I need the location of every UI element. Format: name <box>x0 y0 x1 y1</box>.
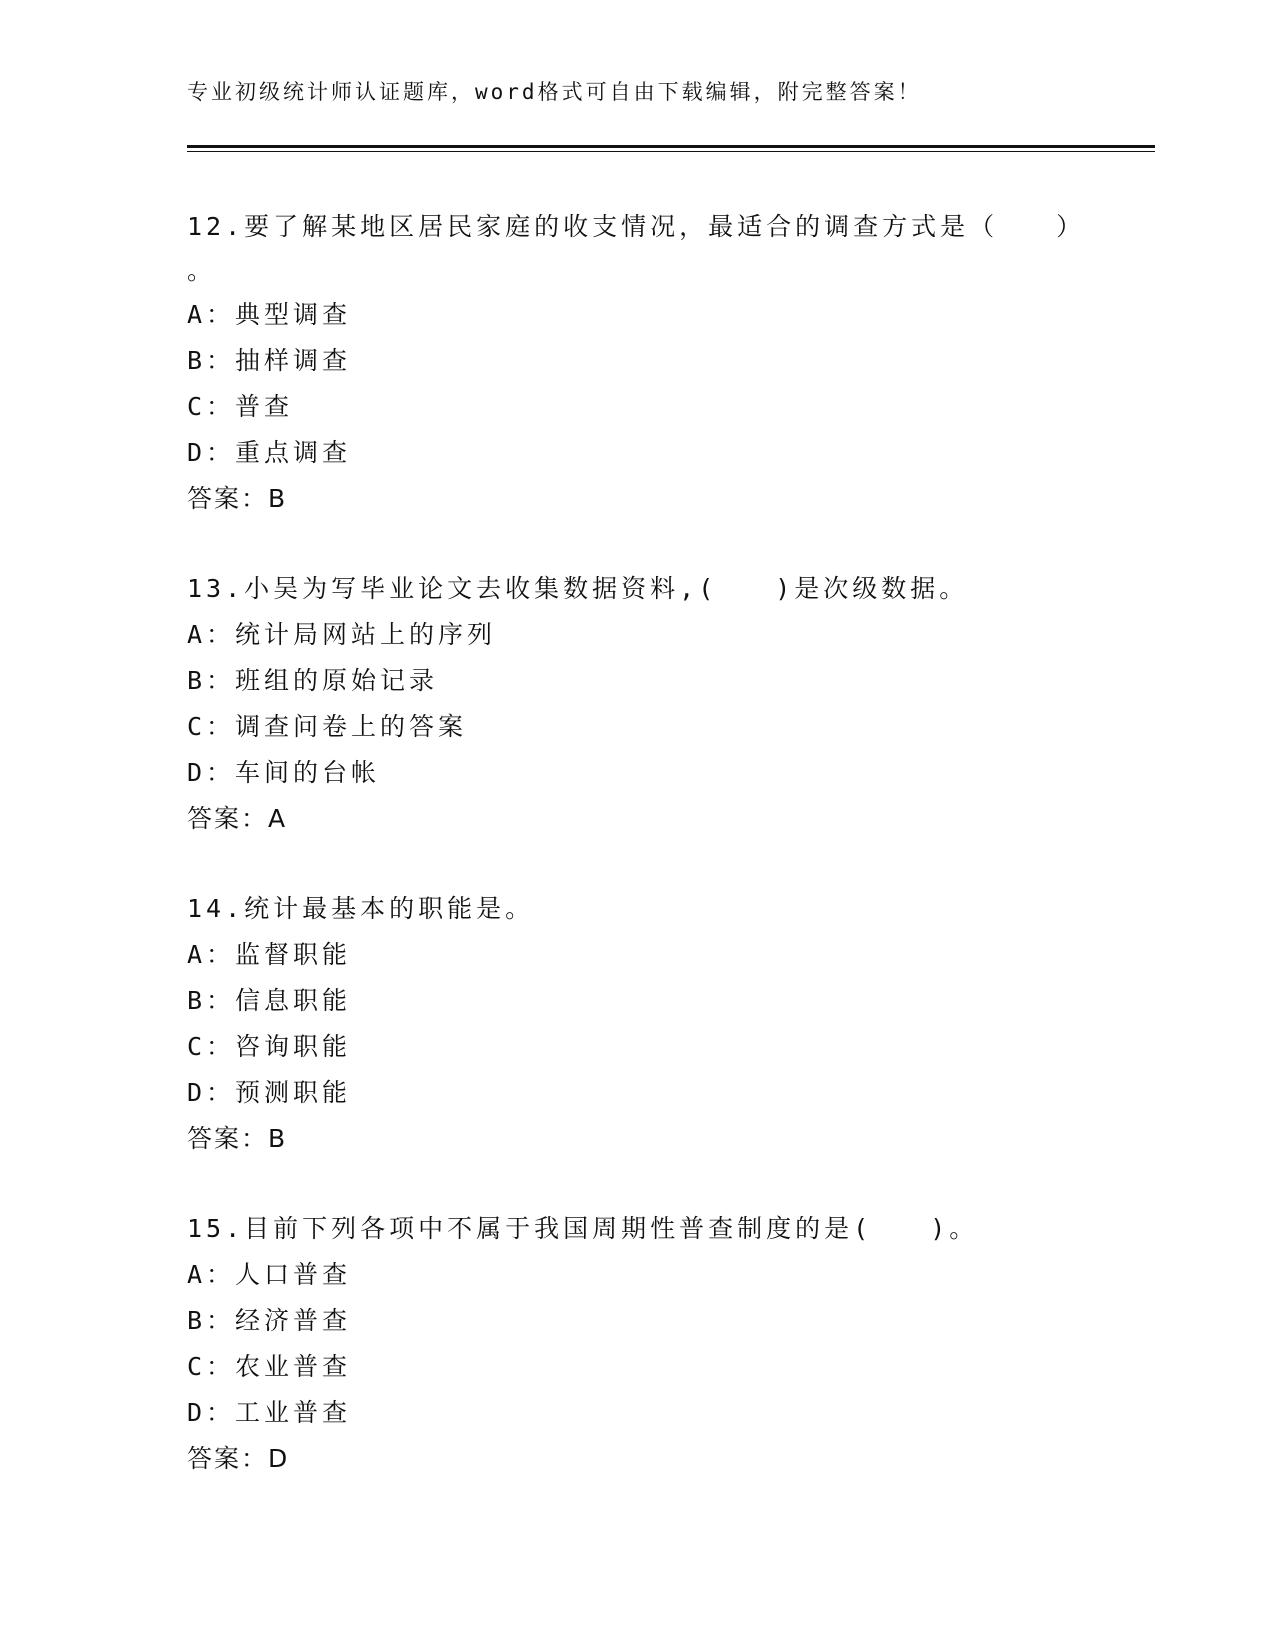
answer: 答案：B <box>187 1124 288 1153</box>
option-c: C：农业普查 <box>187 1352 352 1381</box>
header-rule-thick <box>187 145 1155 148</box>
question-12 <box>187 204 1147 522</box>
question-stem: 14.统计最基本的职能是。 <box>187 894 535 923</box>
question-list <box>187 204 1147 1526</box>
question-stem: 15.目前下列各项中不属于我国周期性普查制度的是( )。 <box>187 1214 979 1243</box>
document-header: 专业初级统计师认证题库，word格式可自由下载编辑，附完整答案！ <box>187 80 922 104</box>
option-d: D：预测职能 <box>187 1078 352 1107</box>
question-14 <box>187 886 1147 1162</box>
option-b: B：班组的原始记录 <box>187 666 439 695</box>
option-c: C：咨询职能 <box>187 1032 352 1061</box>
option-a: A：监督职能 <box>187 940 352 969</box>
header-rule-thin <box>187 151 1155 152</box>
answer: 答案：B <box>187 484 288 513</box>
option-c: C：调查问卷上的答案 <box>187 712 468 741</box>
option-a: A：人口普查 <box>187 1260 352 1289</box>
question-13 <box>187 566 1147 842</box>
option-d: D：工业普查 <box>187 1398 352 1427</box>
answer: 答案：D <box>187 1444 290 1473</box>
option-d: D：重点调查 <box>187 438 352 467</box>
option-b: B：经济普查 <box>187 1306 352 1335</box>
question-stem-continuation: 。 <box>187 256 217 285</box>
question-stem: 13.小吴为写毕业论文去收集数据资料,( )是次级数据。 <box>187 574 969 603</box>
question-15 <box>187 1206 1147 1482</box>
option-a: A：典型调查 <box>187 300 352 329</box>
option-c: C：普查 <box>187 392 294 421</box>
question-stem: 12.要了解某地区居民家庭的收支情况，最适合的调查方式是（ ） <box>187 212 1086 241</box>
option-b: B：抽样调查 <box>187 346 352 375</box>
option-a: A：统计局网站上的序列 <box>187 620 497 649</box>
answer: 答案：A <box>187 804 288 833</box>
option-b: B：信息职能 <box>187 986 352 1015</box>
option-d: D：车间的台帐 <box>187 758 381 787</box>
